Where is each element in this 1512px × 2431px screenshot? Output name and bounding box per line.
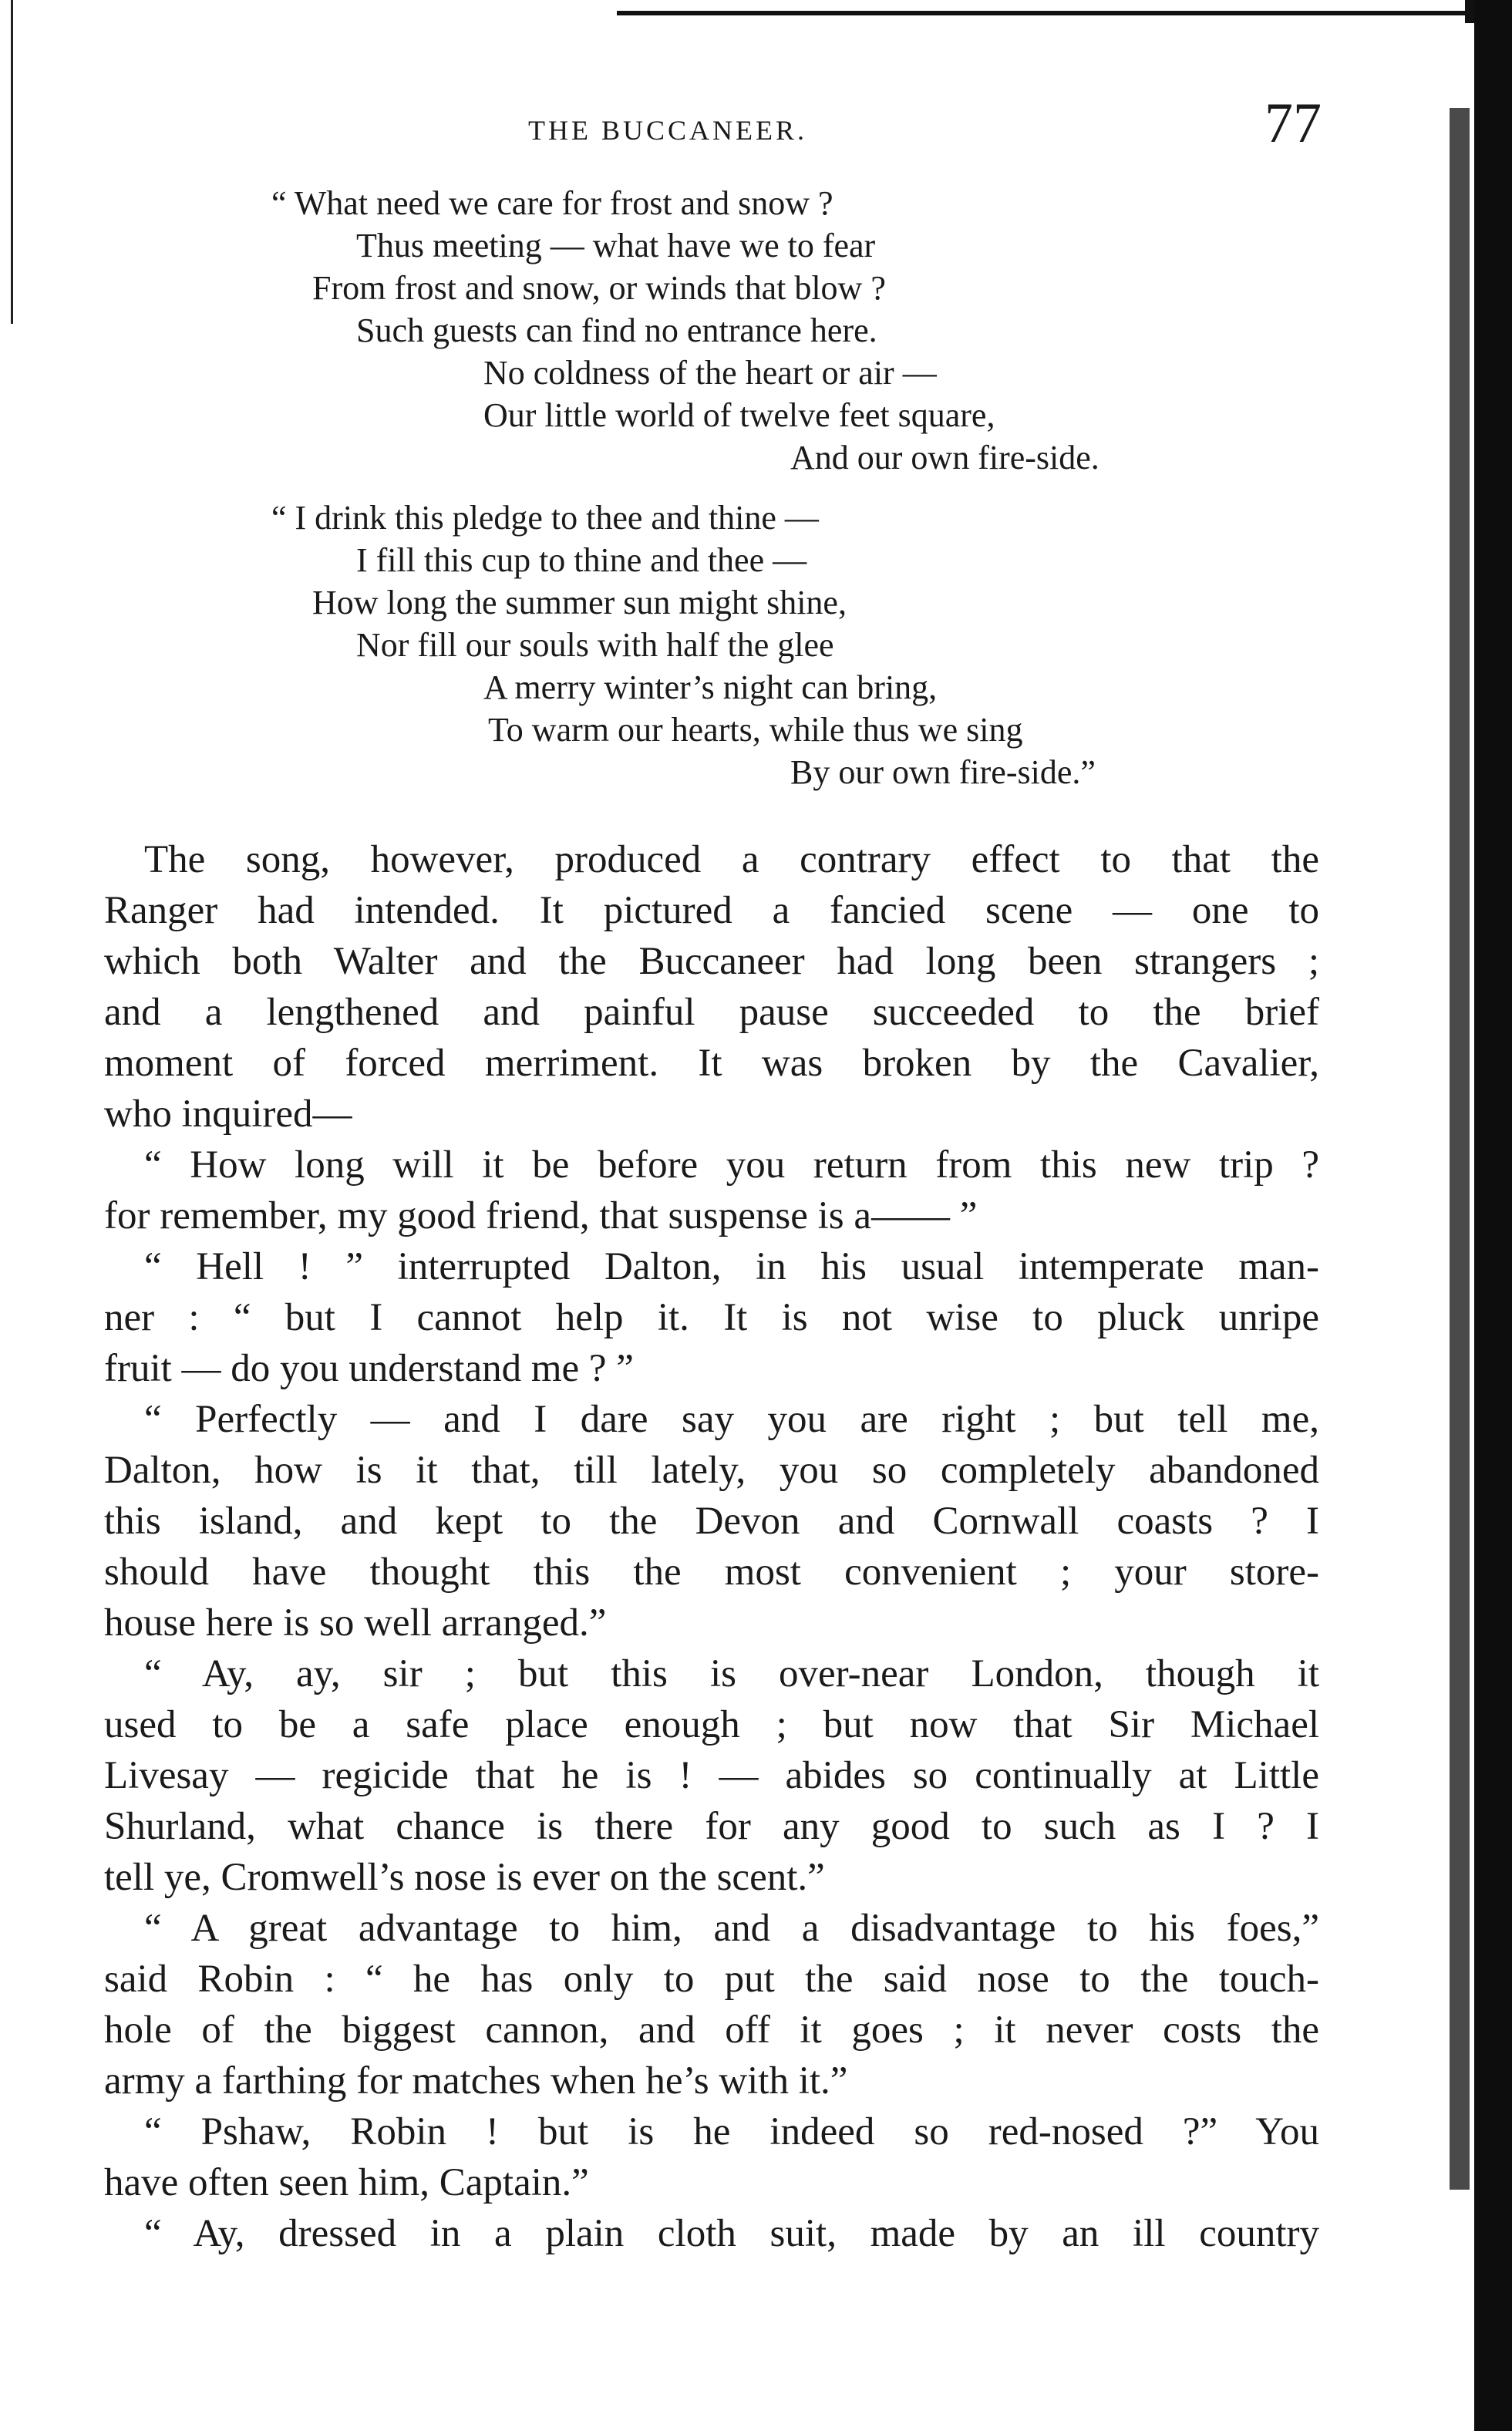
- text-line: which both Walter and the Buccaneer had long been strangers ;: [104, 940, 1319, 983]
- text-line: hole of the biggest cannon, and off it goes ; it never costs the: [104, 2008, 1319, 2052]
- verse-line: By our own fire-side.”: [790, 753, 1096, 791]
- text-line: The song, however, produced a contrary effect to that the: [144, 838, 1319, 881]
- verse-line: Such guests can find no entrance here.: [356, 311, 877, 349]
- text-line: “ Ay, dressed in a plain cloth suit, made by an ill country: [144, 2212, 1319, 2255]
- text-line: who inquired—: [104, 1093, 352, 1136]
- text-line: Dalton, how is it that, till lately, you so completely abandoned: [104, 1449, 1319, 1492]
- text-line: and a lengthened and painful pause succeeded to the brief: [104, 991, 1319, 1034]
- verse-line: Thus meeting — what have we to fear: [356, 227, 876, 264]
- text-line: “ Hell ! ” interrupted Dalton, in his usual intemperate man-: [144, 1245, 1319, 1288]
- prose-body: [104, 834, 1319, 2259]
- verse-line: And our own fire-side.: [790, 439, 1099, 476]
- text-line: moment of forced merriment. It was broken by the Cavalier,: [104, 1042, 1319, 1085]
- verse-line: How long the summer sun might shine,: [312, 584, 847, 621]
- text-line: have often seen him, Captain.”: [104, 2161, 589, 2204]
- text-line: ner : “ but I cannot help it. It is not wise to pluck unripe: [104, 1296, 1319, 1339]
- text-line: said Robin : “ he has only to put the said nose to the touch-: [104, 1958, 1319, 2001]
- verse-line: “ I drink this pledge to thee and thine —: [271, 499, 819, 537]
- verse-line: “ What need we care for frost and snow ?: [271, 184, 833, 222]
- text-line: “ Ay, ay, sir ; but this is over-near London, though it: [144, 1652, 1319, 1695]
- verse-line: Nor fill our souls with half the glee: [356, 626, 834, 664]
- text-line: “ How long will it be before you return from this new trip ?: [144, 1143, 1319, 1187]
- text-line: “ Pshaw, Robin ! but is he indeed so red-nosed ?” You: [144, 2110, 1319, 2153]
- verse-line: I fill this cup to thine and thee —: [356, 541, 807, 579]
- scan-border-top: [617, 11, 1512, 15]
- text-line: Shurland, what chance is there for any good to such as I ? I: [104, 1805, 1319, 1848]
- text-line: “ A great advantage to him, and a disadvantage to his foes,”: [144, 1907, 1319, 1950]
- text-line: should have thought this the most convenient ; your store-: [104, 1551, 1319, 1594]
- text-line: Ranger had intended. It pictured a fancied scene — one to: [104, 889, 1319, 932]
- text-line: for remember, my good friend, that suspense is a—— ”: [104, 1194, 978, 1237]
- verse-line: Our little world of twelve feet square,: [483, 396, 995, 434]
- verse-line: A merry winter’s night can bring,: [483, 668, 938, 706]
- text-line: fruit — do you understand me ? ”: [104, 1347, 634, 1390]
- text-line: house here is so well arranged.”: [104, 1601, 607, 1645]
- verse-line: To warm our hearts, while thus we sing: [488, 711, 1023, 749]
- scan-edge-right: [1474, 0, 1512, 2431]
- text-line: “ Perfectly — and I dare say you are right ; but tell me,: [144, 1398, 1319, 1441]
- text-line: used to be a safe place enough ; but now that Sir Michael: [104, 1703, 1319, 1746]
- page-number: 77: [1264, 92, 1322, 155]
- scan-shadow-right: [1450, 108, 1470, 2190]
- running-title: THE BUCCANEER.: [528, 115, 807, 146]
- verse-line: No coldness of the heart or air —: [483, 354, 937, 392]
- text-line: army a farthing for matches when he’s with it.”: [104, 2059, 848, 2103]
- text-line: this island, and kept to the Devon and Cornwall coasts ? I: [104, 1500, 1319, 1543]
- scan-edge-left: [11, 0, 13, 324]
- verse-line: From frost and snow, or winds that blow ?: [312, 269, 886, 307]
- text-line: Livesay — regicide that he is ! — abides so continually at Little: [104, 1754, 1319, 1797]
- text-line: tell ye, Cromwell’s nose is ever on the scent.”: [104, 1856, 825, 1899]
